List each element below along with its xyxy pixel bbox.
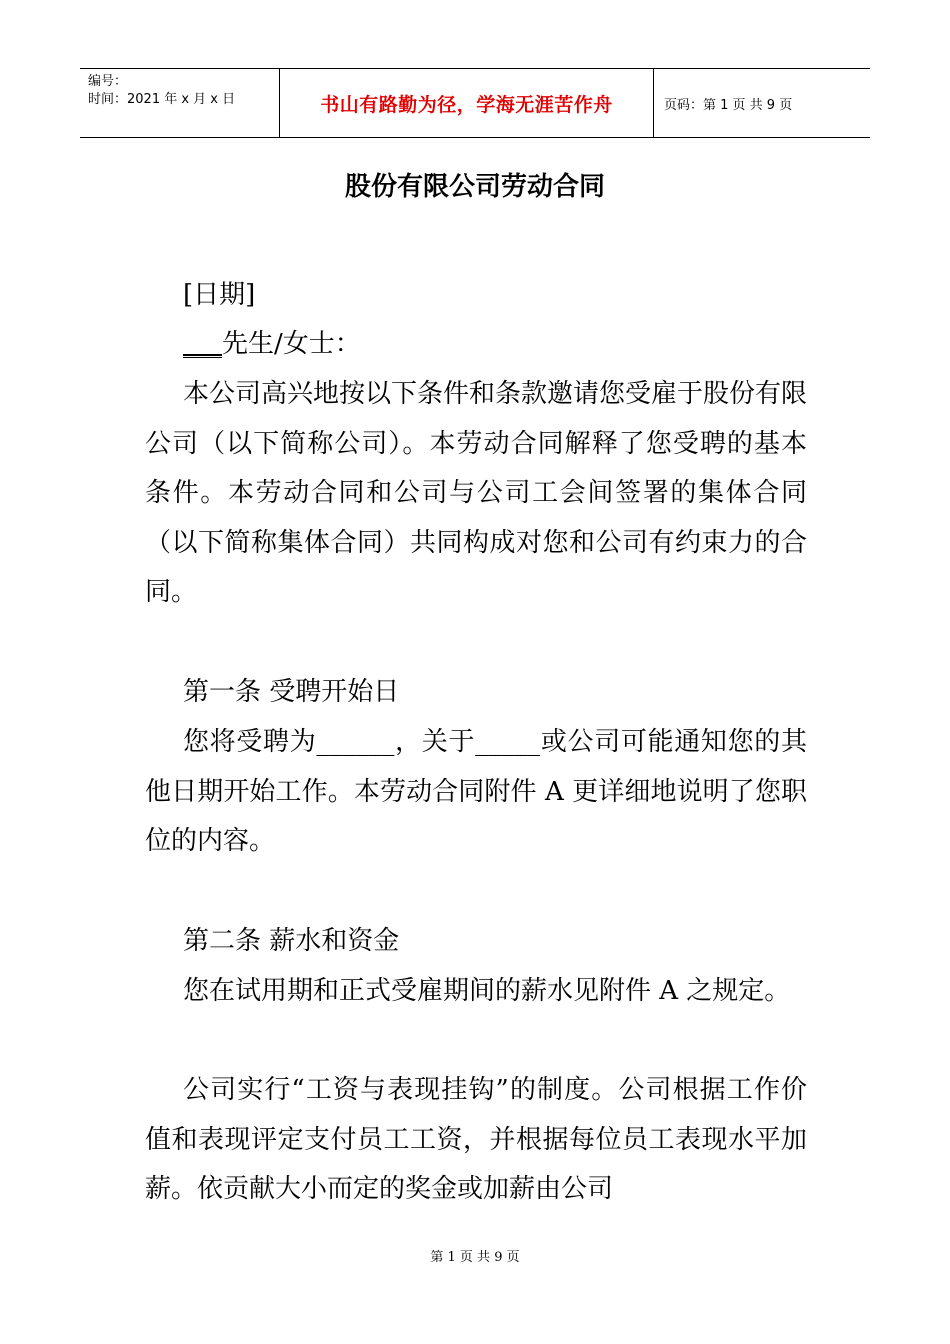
- header-meta: [80, 69, 280, 137]
- time-label: 时间：2021 年 x 月 x 日: [88, 92, 236, 107]
- header-page-info: 页码：第 1 页 共 9 页: [664, 97, 793, 113]
- salutation-text: 先生/女士：: [222, 329, 361, 359]
- date-line: [日期]: [183, 280, 256, 310]
- article1-heading: 第一条 受聘开始日: [183, 677, 400, 707]
- article2-paragraph-2: 公司实行“工资与表现挂钩”的制度。公司根据工作价值和表现评定支付员工工资，并根据每位员工表现水平加薪。依贡献大小而定的奖金或加薪由公司: [145, 1075, 807, 1204]
- document-title: 股份有限公司劳动合同: [344, 172, 605, 202]
- article2-paragraph-1: 您在试用期和正式受雇期间的薪水见附件 A 之规定。: [183, 976, 791, 1006]
- name-blank: ___: [183, 329, 222, 359]
- intro-paragraph: 本公司高兴地按以下条件和条款邀请您受雇于股份有限公司（以下简称公司）。本劳动合同解释了您受聘的基本条件。本劳动合同和公司与公司工会间签署的集体合同（以下简称集体合同）共同构成对您和公司有约束力的合同。: [145, 379, 808, 607]
- article2-heading: 第二条 薪水和资金: [183, 926, 400, 956]
- salutation-line: [145, 320, 807, 370]
- number-label: 编号：: [88, 74, 128, 89]
- header-motto: 书山有路勤为径，学海无涯苦作舟: [280, 69, 654, 137]
- article1-paragraph: 您将受聘为______，关于_____或公司可能通知您的其他日期开始工作。本劳动合同附件 A 更详细地说明了您职位的内容。: [145, 727, 807, 856]
- document-header: [80, 68, 870, 138]
- page-footer: 第 1 页 共 9 页: [430, 1250, 520, 1265]
